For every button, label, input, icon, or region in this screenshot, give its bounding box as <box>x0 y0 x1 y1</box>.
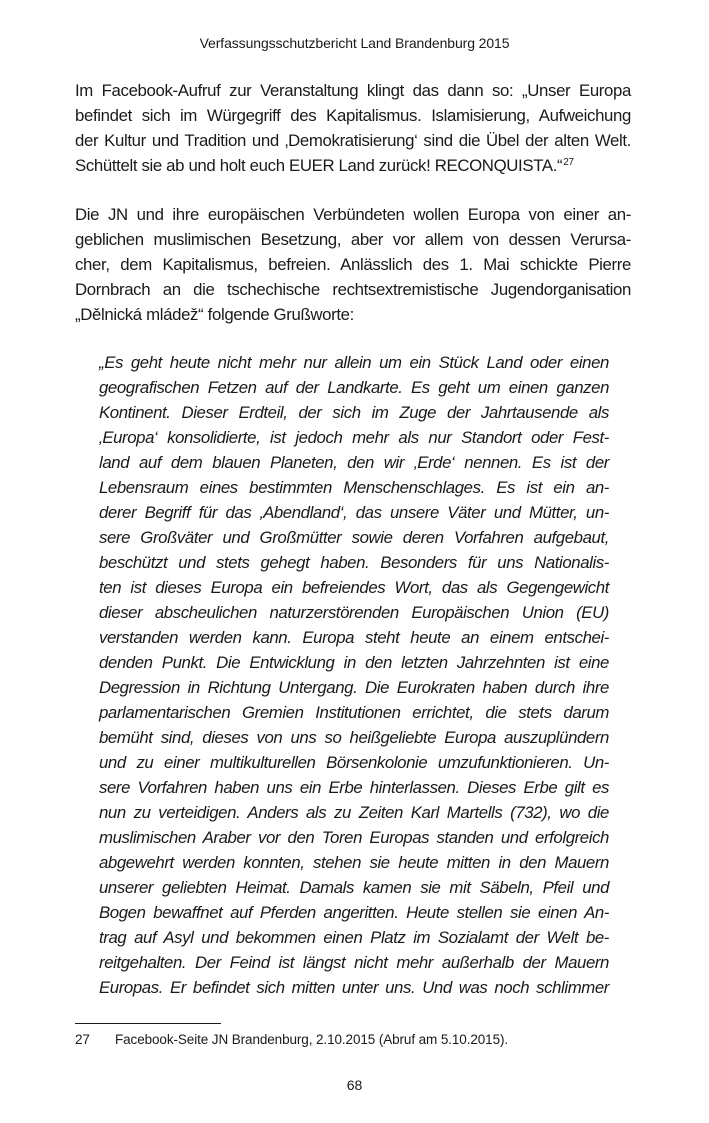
text-line: Im Facebook-Aufruf zur Veranstaltung klingt das dann so: „Unser Europa <box>75 81 631 100</box>
footnote-number: 27 <box>75 1032 90 1047</box>
quote-line: reitgehalten. Der Feind ist längst nicht mehr außerhalb der Mauern <box>99 953 609 972</box>
footnote-text: Facebook-Seite JN Brandenburg, 2.10.2015 (Abruf am 5.10.2015). <box>115 1032 509 1047</box>
quote-line: abgewehrt werden konnten, stehen sie heute mitten in den Mauern <box>99 853 609 872</box>
paragraph-jn-europe <box>75 202 631 327</box>
text-line: cher, dem Kapitalismus, befreien. Anlässlich des 1. Mai schickte Pierre <box>75 255 631 274</box>
text-line-content: Schüttelt sie ab und holt euch EUER Land zurück! RECONQUISTA.“ <box>75 156 563 175</box>
quote-line: geografischen Fetzen auf der Landkarte. Es geht um einen ganzen <box>99 378 609 397</box>
text-line: Dornbrach an die tschechische rechtsextremistische Jugendorganisation <box>75 280 631 299</box>
page-number: 68 <box>346 1077 363 1093</box>
quote-line: sere Vorfahren haben uns ein Erbe hinterlassen. Dieses Erbe gilt es <box>99 778 609 797</box>
text-line: der Kultur und Tradition und ‚Demokratisierung‘ sind die Übel der alten Welt. <box>75 131 631 150</box>
quote-line: dieser abscheulichen naturzerstörenden Europäischen Union (EU) <box>99 603 609 622</box>
quote-line: Europas. Er befindet sich mitten unter uns. Und was noch schlimmer <box>99 978 609 997</box>
quote-line: „Es geht heute nicht mehr nur allein um ein Stück Land oder einen <box>99 353 609 372</box>
paragraph-facebook-quote <box>75 78 631 178</box>
text-line: befindet sich im Würgegriff des Kapitalismus. Islamisierung, Aufweichung <box>75 106 631 125</box>
text-line: „Dělnická mládež“ folgende Grußworte: <box>75 305 354 324</box>
quote-line: Bogen bewaffnet auf Pferden angeritten. Heute stellen sie einen An- <box>99 903 609 922</box>
text-line: Die JN und ihre europäischen Verbündeten wollen Europa von einer an- <box>75 205 631 224</box>
quote-line: denden Punkt. Die Entwicklung in den letzten Jahrzehnten ist eine <box>99 653 609 672</box>
running-header: Verfassungsschutzbericht Land Brandenburg 2015 <box>199 35 510 51</box>
quote-line: bemüht sind, dieses von uns so heißgeliebte Europa auszuplündern <box>99 728 609 747</box>
quote-line: nun zu verteidigen. Anders als zu Zeiten Karl Martells (732), wo die <box>99 803 609 822</box>
quote-line: unserer geliebten Heimat. Damals kamen sie mit Säbeln, Pfeil und <box>99 878 609 897</box>
footnote <box>75 1031 635 1049</box>
quote-line: beschützt und stets gehegt haben. Besonders für uns Nationalis- <box>99 553 609 572</box>
block-quote-grussworte <box>99 350 609 1000</box>
footnote-divider <box>75 1023 221 1024</box>
text-line: geblichen muslimischen Besetzung, aber vor allem von dessen Verursa- <box>75 230 631 249</box>
quote-line: derer Begriff für das ‚Abendland‘, das unsere Väter und Mütter, un- <box>99 503 609 522</box>
quote-line: trag auf Asyl und bekommen einen Platz im Sozialamt der Welt be- <box>99 928 609 947</box>
quote-line: verstanden werden kann. Europa steht heute an einem entschei- <box>99 628 609 647</box>
quote-line: sere Großväter und Großmütter sowie deren Vorfahren aufgebaut, <box>99 528 609 547</box>
quote-line: ‚Europa‘ konsolidierte, ist jedoch mehr als nur Standort oder Fest- <box>99 428 609 447</box>
quote-line: ten ist dieses Europa ein befreiendes Wort, das als Gegengewicht <box>99 578 609 597</box>
text-line <box>75 153 631 178</box>
footnote-reference: 27 <box>563 157 574 168</box>
quote-line: muslimischen Araber vor den Toren Europas standen und erfolgreich <box>99 828 609 847</box>
quote-line: Degression in Richtung Untergang. Die Eurokraten haben durch ihre <box>99 678 609 697</box>
quote-line: Lebensraum eines bestimmten Menschenschlages. Es ist ein an- <box>99 478 609 497</box>
quote-line: und zu einer multikulturellen Börsenkolonie umzufunktionieren. Un- <box>99 753 609 772</box>
quote-line: land auf dem blauen Planeten, den wir ‚Erde‘ nennen. Es ist der <box>99 453 609 472</box>
quote-line: parlamentarischen Gremien Institutionen errichtet, die stets darum <box>99 703 609 722</box>
quote-line: Kontinent. Dieser Erdteil, der sich im Zuge der Jahrtausende als <box>99 403 609 422</box>
